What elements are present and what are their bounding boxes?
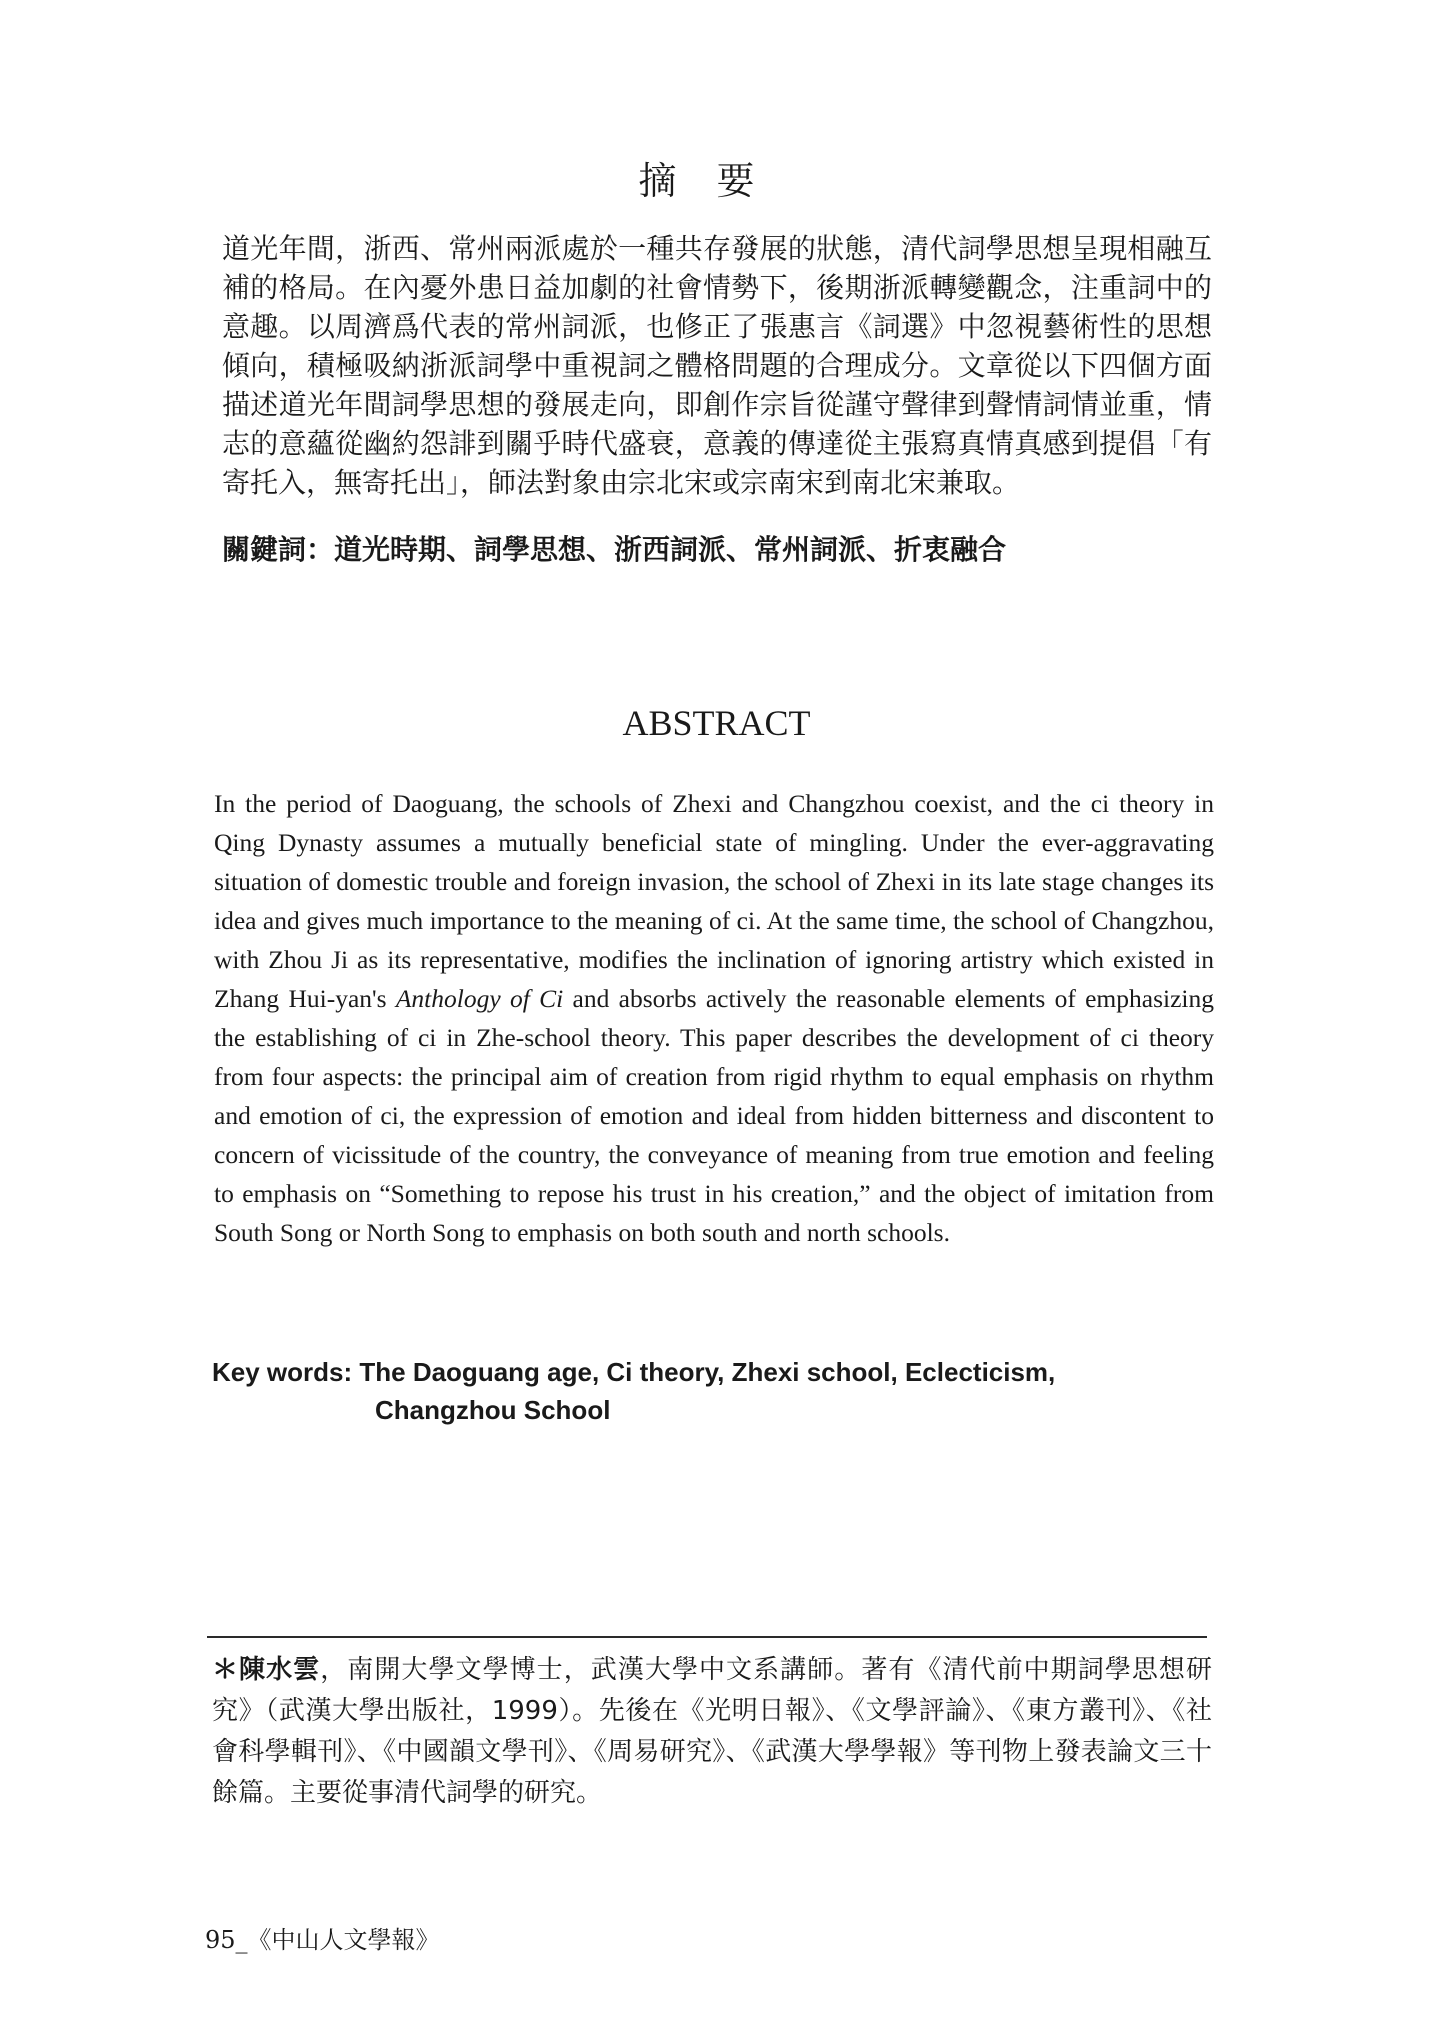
english-abstract-body [214, 784, 1214, 1252]
english-keywords-line-2: Changzhou School [375, 1395, 611, 1425]
footnote-text: ，南開大學文學博士，武漢大學中文系講師。著有《清代前中期詞學思想研究》（武漢大學出版社，1999）。先後在《光明日報》、《文學評論》、《東方叢刊》、《社會科學輯刊》、《中國韻文學刊》、《周易研究》、《武漢大學學報》等刊物上發表論文三十餘篇。主要從事清代詞學的研究。 [212, 1655, 1212, 1808]
chinese-keywords: 關鍵詞：道光時期、詞學思想、浙西詞派、常州詞派、折衷融合 [222, 533, 1007, 566]
anthology-title-italic: Anthology of Ci [395, 984, 564, 1013]
footnote-divider [207, 1636, 1207, 1638]
footnote-author-name: ＊陳水雲 [212, 1655, 321, 1685]
chinese-abstract-body: 道光年間，浙西、常州兩派處於一種共存發展的狀態，清代詞學思想呈現相融互補的格局。在內憂外患日益加劇的社會情勢下，後期浙派轉變觀念，注重詞中的意趣。以周濟爲代表的常州詞派，也修正了張惠言《詞選》中忽視藝術性的思想傾向，積極吸納浙派詞學中重視詞之體格問題的合理成分。文章從以下四個方面描述道光年間詞學思想的發展走向，即創作宗旨從謹守聲律到聲情詞情並重，情志的意蘊從幽約怨誹到關乎時代盛衰，意義的傳達從主張寫真情真感到提倡「有寄托入，無寄托出」，師法對象由宗北宋或宗南宋到南北宋兼取。 [222, 232, 1212, 499]
english-abstract-title: ABSTRACT [622, 703, 811, 743]
chinese-abstract-title: 摘要 [638, 159, 795, 203]
page-footer: 95_《中山人文學報》 [205, 1926, 440, 1954]
abstract-text-part-2: and absorbs actively the reasonable elements of emphasizing the establishing of ci in Zhe-school theory. This paper describes the development of ci theory from four aspects: the principal aim of creation from rigid rhythm to equal emphasis on rhythm and emotion of ci, the expression of emotion and ideal from hidden bitterness and discontent to concern of vicissitude of the country, the conveyance of meaning from true emotion and feeling to emphasis on “Something to repose his trust in his creation,” and the object of imitation from South Song or North Song to emphasis on both south and north schools. [214, 984, 1214, 1247]
english-keywords-line-1: Key words: The Daoguang age, Ci theory, Zhexi school, Eclecticism, [212, 1357, 1056, 1387]
english-keywords [212, 1353, 1222, 1429]
abstract-text-part-1: In the period of Daoguang, the schools of Zhexi and Changzhou coexist, and the ci theory in Qing Dynasty assumes a mutually beneficial state of mingling. Under the ever-aggravating situation of domestic trouble and foreign invasion, the school of Zhexi in its late stage changes its idea and gives much importance to the meaning of ci. At the same time, the school of Changzhou, with Zhou Ji as its representative, modifies the inclination of ignoring artistry which existed in Zhang Hui-yan's [214, 789, 1214, 1013]
author-footnote [212, 1650, 1212, 1814]
